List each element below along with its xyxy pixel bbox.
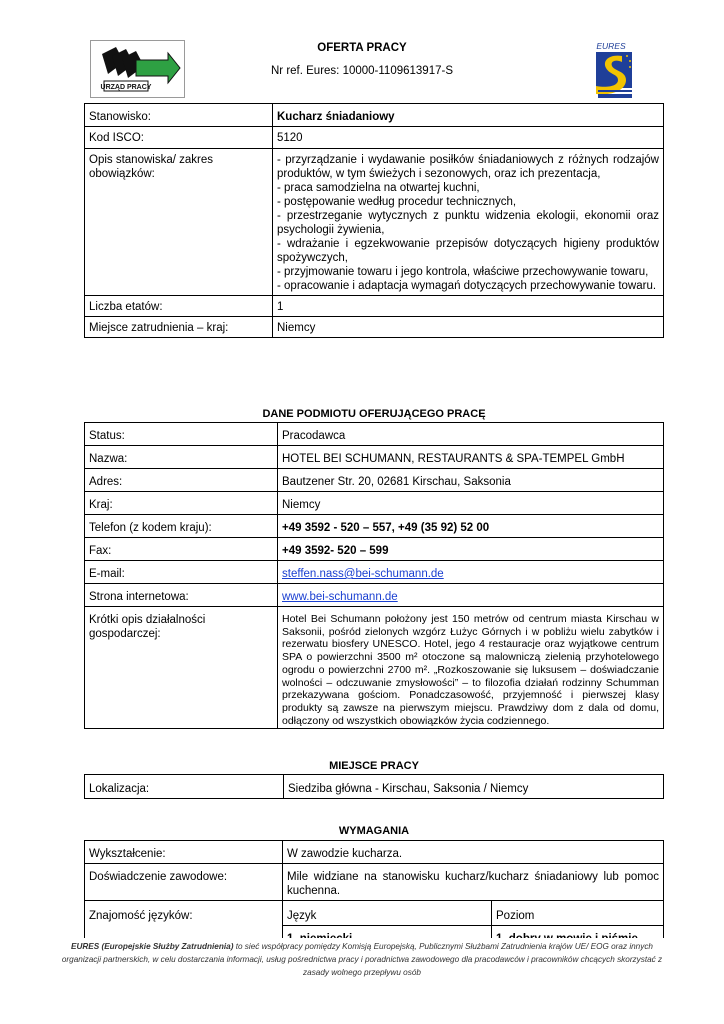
phone-label: Telefon (z kodem kraju):: [85, 515, 278, 538]
svg-text:EURES: EURES: [596, 41, 626, 51]
country-label: Kraj:: [85, 492, 278, 515]
name-label: Nazwa:: [85, 446, 278, 469]
fax-value: +49 3592- 520 – 599: [278, 538, 664, 561]
name-value: HOTEL BEI SCHUMANN, RESTAURANTS & SPA-TEMPEL GmbH: [278, 446, 664, 469]
table-row: [85, 423, 664, 446]
level-column-header: Poziom: [492, 901, 664, 926]
table-row: [85, 561, 664, 584]
table-row: [85, 127, 664, 149]
requirements-section-title: WYMAGANIA: [338, 825, 410, 837]
isco-label: Kod ISCO:: [85, 127, 273, 149]
positions-count-label: Liczba etatów:: [85, 296, 273, 317]
urzad-pracy-logo: [90, 40, 185, 98]
country-value: Niemcy: [278, 492, 664, 515]
location-value: Siedziba główna - Kirschau, Saksonia / Niemcy: [284, 775, 664, 799]
reference-number: Nr ref. Eures: 10000-1109613917-S: [271, 65, 453, 77]
position-value: Kucharz śniadaniowy: [273, 104, 664, 127]
employer-section-title: DANE PODMIOTU OFERUJĄCEGO PRACĘ: [262, 408, 486, 420]
location-label: Lokalizacja:: [85, 775, 284, 799]
table-row: [85, 492, 664, 515]
email-label: E-mail:: [85, 561, 278, 584]
table-row: [85, 864, 664, 901]
footer-eures-name: EURES (Europejskie Służby Zatrudnienia): [71, 942, 234, 951]
svg-text:URZĄD PRACY: URZĄD PRACY: [100, 84, 152, 91]
table-row: [85, 149, 664, 296]
duties-value: - przyrządzanie i wydawanie posiłków śniadaniowych z różnych rodzajów produktów, w tym świeżych i sezonowych, oraz ich prezentacja, - praca samodzielna na otwartej kuchni, - postępowanie według procedur technicznych, - przestrzeganie wytycznych z punktu widzenia ekologii, ekonomii oraz psychologii żywienia, - wdrażanie i egzekwowanie przepisów dotyczących higieny produktów spożywczych, - przyjmowanie towaru i jego kontrola, właściwe przechowywanie towaru, - opracowanie i adaptacja wymagań dotyczących przechowywanie towaru.: [273, 149, 664, 296]
table-row: [85, 775, 664, 799]
document-title: OFERTA PRACY: [317, 42, 407, 54]
job-table: [84, 103, 664, 338]
country-of-employment-label: Miejsce zatrudnienia – kraj:: [85, 317, 273, 338]
country-of-employment-value: Niemcy: [273, 317, 664, 338]
status-label: Status:: [85, 423, 278, 446]
fax-label: Fax:: [85, 538, 278, 561]
business-description-label: Krótki opis działalności gospodarczej:: [85, 607, 278, 729]
table-row: [85, 901, 664, 926]
email-link[interactable]: steffen.nass@bei-schumann.de: [282, 568, 444, 580]
employer-table: [84, 422, 664, 729]
table-row: [85, 538, 664, 561]
requirements-table: [84, 840, 664, 949]
page-footer: [60, 938, 664, 979]
duties-label: Opis stanowiska/ zakres obowiązków:: [85, 149, 273, 296]
isco-value: 5120: [273, 127, 664, 149]
table-row: [85, 584, 664, 607]
table-row: [85, 607, 664, 729]
languages-label: Znajomość języków:: [85, 901, 283, 949]
table-row: [85, 841, 664, 864]
table-row: [85, 317, 664, 338]
footer-text: to sieć współpracy pomiędzy Komisją Europejską, Publicznymi Służbami Zatrudnienia krajów UE/ EOG oraz innych organizacji partnerskich, w celu dostarczania informacji, usług pośrednictwa pracy i poradnictwa zawodowego dla pracodawców i pracowników chcących skorzystać z zasady wolnego przepływu osób: [61, 942, 663, 977]
table-row: [85, 296, 664, 317]
table-row: [85, 104, 664, 127]
address-value: Bautzener Str. 20, 02681 Kirschau, Saksonia: [278, 469, 664, 492]
experience-label: Doświadczenie zawodowe:: [85, 864, 283, 901]
position-label: Stanowisko:: [85, 104, 273, 127]
workplace-section-title: MIEJSCE PRACY: [329, 760, 419, 772]
address-label: Adres:: [85, 469, 278, 492]
table-row: [85, 446, 664, 469]
phone-value: +49 3592 - 520 – 557, +49 (35 92) 52 00: [278, 515, 664, 538]
education-label: Wykształcenie:: [85, 841, 283, 864]
experience-value: Mile widziane na stanowisku kucharz/kucharz śniadaniowy lub pomoc kuchenna.: [283, 864, 664, 901]
workplace-table: [84, 774, 664, 799]
table-row: [85, 469, 664, 492]
language-column-header: Język: [283, 901, 492, 926]
website-label: Strona internetowa:: [85, 584, 278, 607]
business-description-value: Hotel Bei Schumann położony jest 150 metrów od centrum miasta Kirschau w Saksonii, pośród zielonych wzgórz Łużyc Górnych i w pobliżu wielu zabytków i rezerwatu biosfery UNESCO. Hotel, jego 4 restauracje oraz wyjątkowe centrum SPA o powierzchni 3500 m² otoczone są malowniczą zielenią przyhotelowego ogrodu o powierzchni 2700 m². „Rozkoszowanie się luksusem – doświadczanie wolności – odczuwanie zmysłowości” – to filozofia działań rodzinny Schumman przekazywana gościom. Ponadczasowość, przyjemność i pierwszej klasy produkty są zawsze na pierwszym miejscu. Prawdziwy dom z dala od domu, odłączony od wszystkich obowiązków życia codziennego.: [278, 607, 664, 729]
eures-logo: [582, 40, 637, 102]
status-value: Pracodawca: [278, 423, 664, 446]
education-value: W zawodzie kucharza.: [283, 841, 664, 864]
positions-count-value: 1: [273, 296, 664, 317]
website-link[interactable]: www.bei-schumann.de: [282, 591, 398, 603]
table-row: [85, 515, 664, 538]
